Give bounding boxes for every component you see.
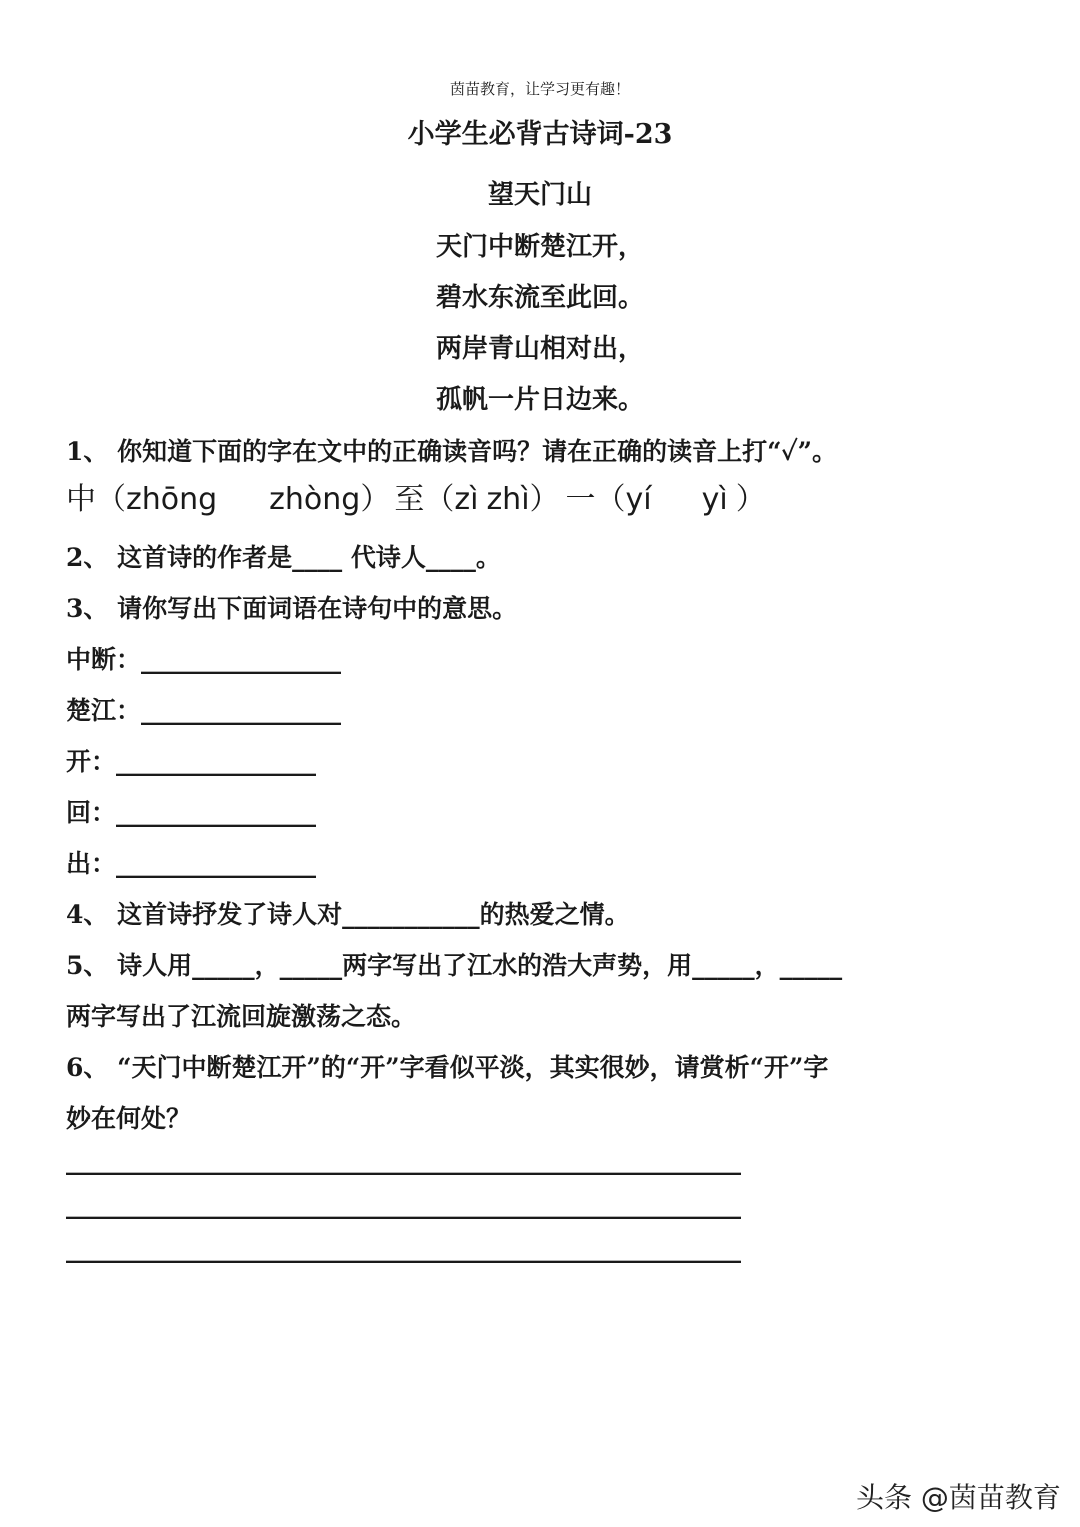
question-3: 3、 请你写出下面词语在诗句中的意思。 [66, 594, 518, 623]
poem-line-3: 两岸青山相对出， [435, 334, 644, 364]
pinyin-paren-open: （ [595, 482, 626, 517]
poem-line-1: 天门中断楚江开， [435, 232, 644, 262]
term-row [66, 793, 316, 829]
pinyin-paren-close: ） [529, 482, 560, 517]
pinyin-paren-open: （ [424, 482, 455, 517]
pinyin-char-zhi: 至 [394, 482, 425, 517]
poem-line-2: 碧水东流至此回。 [435, 283, 644, 313]
question-6-line-1: 6、 “天门中断楚江开”的“开”字看似平淡，其实很妙，请赏析“开”字 [66, 1053, 829, 1082]
footer-watermark: 头条 @茵苗教育 [856, 1481, 1061, 1514]
term-label: 出： [66, 849, 117, 878]
term-label: 回： [66, 798, 117, 827]
term-label: 中断： [66, 645, 142, 674]
poem-title: 望天门山 [487, 180, 592, 210]
page-title: 小学生必背古诗词-23 [407, 119, 673, 150]
question-1: 1、 你知道下面的字在文中的正确读音吗？请在正确的读音上打“✓”。 [66, 437, 837, 466]
term-answer-blank[interactable]: ________________ [141, 696, 342, 725]
question-5-line-1: 5、 诗人用_____，_____两字写出了江水的浩大声势，用_____，_____ [66, 951, 843, 980]
term-row [66, 844, 316, 880]
term-row [66, 691, 341, 727]
term-answer-blank[interactable]: ________________ [116, 849, 317, 878]
term-label: 楚江： [66, 696, 142, 725]
question-6-line-2: 妙在何处？ [66, 1104, 192, 1133]
pinyin-paren-close: ） [360, 482, 391, 517]
question-4 [66, 895, 630, 931]
answer-line[interactable]: ______________________________________________________ [66, 1190, 741, 1219]
pinyin-option[interactable]: yì [701, 482, 728, 517]
term-label: 开： [66, 747, 117, 776]
pinyin-paren-close: ） [735, 482, 766, 517]
dynasty-blank[interactable]: ____ [292, 543, 343, 572]
q4-text: 4、 这首诗抒发了诗人对 [66, 900, 343, 929]
header-note: 茵苗教育，让学习更有趣！ [449, 80, 630, 98]
q2-text: 2、 这首诗的作者是 [66, 543, 293, 572]
question-2 [66, 538, 501, 574]
answer-line[interactable]: ______________________________________________________ [66, 1234, 741, 1263]
poet-blank[interactable]: ____ [425, 543, 476, 572]
pinyin-option[interactable]: yí [625, 482, 652, 517]
pinyin-option[interactable]: zì [454, 482, 479, 517]
pinyin-option[interactable]: zhòng [269, 482, 361, 517]
term-row [66, 742, 316, 778]
answer-line[interactable]: ______________________________________________________ [66, 1146, 741, 1175]
term-row [66, 640, 341, 676]
question-5-line-2: 两字写出了江流回旋激荡之态。 [66, 1002, 417, 1031]
pinyin-row [66, 474, 766, 518]
term-answer-blank[interactable]: ________________ [141, 645, 342, 674]
term-answer-blank[interactable]: ________________ [116, 798, 317, 827]
pinyin-char-zhong: 中 [66, 482, 96, 517]
poem-line-4: 孤帆一片日边来。 [435, 385, 644, 415]
q4-text: 的热爱之情。 [479, 900, 630, 929]
pinyin-option[interactable]: zhōng [126, 482, 218, 517]
term-answer-blank[interactable]: ________________ [116, 747, 317, 776]
q2-text: 。 [475, 543, 501, 572]
pinyin-char-yi: 一 [565, 482, 596, 517]
pinyin-paren-open: （ [96, 482, 126, 517]
q2-text: 代诗人 [342, 543, 426, 572]
q4-blank[interactable]: ___________ [342, 900, 480, 929]
pinyin-option[interactable]: zhì [486, 482, 530, 517]
